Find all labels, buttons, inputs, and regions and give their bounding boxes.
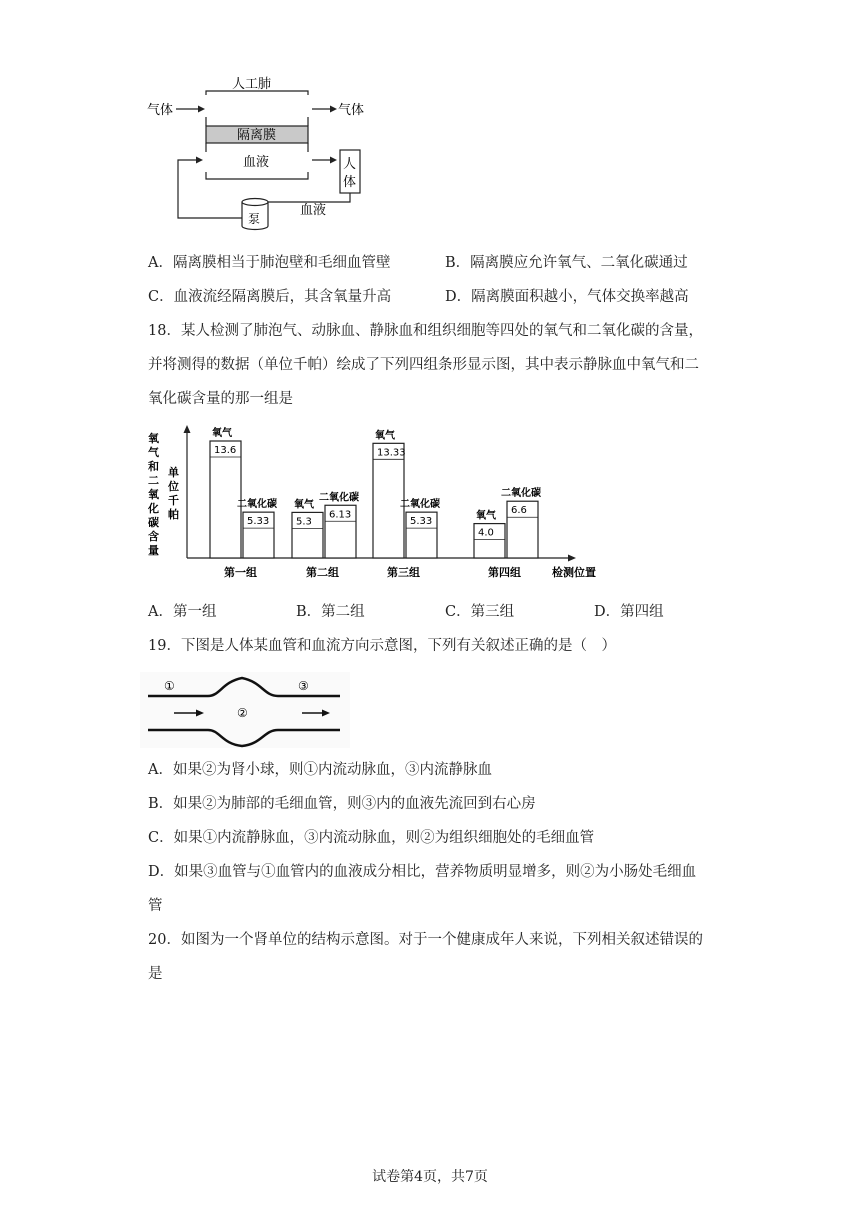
y-axis-label-char: 氧 xyxy=(148,432,159,445)
bar-value-label: 13.6 xyxy=(214,445,237,456)
chart-svg xyxy=(140,420,620,585)
y-axis-label-char: 气 xyxy=(148,446,159,459)
lung-title-label: 人工肺 xyxy=(232,77,272,92)
q18-stem-line1: 18．某人检测了肺泡气、动脉血、静脉血和组织细胞等四处的氧气和二氧化碳的含量， xyxy=(148,323,703,339)
bar-series-label: 二氧化碳 xyxy=(237,499,277,511)
vessel-label-2: ② xyxy=(237,706,248,720)
unit-label-char: 帕 xyxy=(168,508,179,521)
q17-option-d: D．隔离膜面积越小，气体交换率越高 xyxy=(445,289,689,305)
bar-value-label: 6.13 xyxy=(329,509,352,521)
body-label-2: 体 xyxy=(343,175,357,190)
x-axis-label: 检测位置 xyxy=(552,566,596,579)
q19-option-c: C．如果①内流静脉血，③内流动脉血，则②为组织细胞处的毛细血管 xyxy=(148,830,595,846)
q18-stem-line2: 并将测得的数据（单位千帕）绘成了下列四组条形显示图，其中表示静脉血中氧气和二 xyxy=(148,357,699,373)
bar-value-label: 13.33 xyxy=(377,447,406,459)
bar-value-label: 6.6 xyxy=(511,505,527,517)
q17-option-a: A．隔离膜相当于肺泡壁和毛细血管壁 xyxy=(148,255,391,271)
artificial-lung-diagram xyxy=(140,72,380,237)
q18-option-a: A．第一组 xyxy=(148,604,217,620)
bar-series-label: 氧气 xyxy=(212,428,232,439)
gas-out-label: 气体 xyxy=(338,103,365,118)
pump-label: 泵 xyxy=(248,212,261,226)
blood-channel-label: 血液 xyxy=(243,155,270,170)
q20-stem-line2: 是 xyxy=(148,966,163,982)
gas-in-label: 气体 xyxy=(147,103,174,118)
y-axis-label-char: 含 xyxy=(148,530,159,543)
y-axis-label-char: 和 xyxy=(148,460,159,473)
bar-value-label: 5.3 xyxy=(296,516,312,528)
bar-series-label: 氧气 xyxy=(294,499,314,511)
q18-option-b: B．第二组 xyxy=(296,604,365,620)
bar-series-label: 二氧化碳 xyxy=(319,492,359,504)
q19-option-b: B．如果②为肺部的毛细血管，则③内的血液先流回到右心房 xyxy=(148,796,536,812)
y-axis-label-char: 碳 xyxy=(148,516,159,529)
unit-label-char: 千 xyxy=(168,494,179,507)
return-blood-label: 血液 xyxy=(300,203,327,218)
vessel-diagram xyxy=(140,672,350,748)
membrane-label: 隔离膜 xyxy=(237,128,277,143)
q20-stem-line1: 20．如图为一个肾单位的结构示意图。对于一个健康成年人来说，下列相关叙述错误的 xyxy=(148,932,703,948)
y-axis-label-char: 氧 xyxy=(148,488,159,501)
page-footer: 试卷第4页，共7页 xyxy=(372,1169,488,1185)
vessel-label-1: ① xyxy=(164,679,175,693)
y-axis-label-char: 化 xyxy=(148,502,159,515)
y-axis-label-char: 二 xyxy=(148,474,159,487)
category-label: 第二组 xyxy=(306,566,339,579)
gas-content-bar-chart xyxy=(140,420,620,585)
bars xyxy=(210,426,541,579)
category-label: 第四组 xyxy=(488,566,521,579)
vessel-label-3: ③ xyxy=(298,679,309,693)
category-label: 第三组 xyxy=(387,566,420,579)
y-axis-label xyxy=(147,431,160,557)
body-label-1: 人 xyxy=(343,157,357,172)
q19-option-d-line1: D．如果③血管与①血管内的血液成分相比，营养物质明显增多，则②为小肠处毛细血 xyxy=(148,864,697,880)
unit-label-char: 位 xyxy=(168,480,179,493)
bar-value-label: 5.33 xyxy=(410,516,433,528)
bar-series-label: 氧气 xyxy=(476,510,496,522)
q18-option-d: D．第四组 xyxy=(594,604,664,620)
category-label: 第一组 xyxy=(224,566,257,579)
q17-option-b: B．隔离膜应允许氧气、二氧化碳通过 xyxy=(445,255,688,271)
x-axis-arrow xyxy=(568,555,576,562)
q19-option-d-line2: 管 xyxy=(148,898,163,914)
y-axis-label-char: 量 xyxy=(148,544,159,557)
bar-value-label: 4.0 xyxy=(478,527,494,539)
artificial-lung-svg xyxy=(140,72,380,237)
q18-stem-line3: 氧化碳含量的那一组是 xyxy=(148,391,293,407)
vessel-svg xyxy=(140,672,350,748)
q18-option-c: C．第三组 xyxy=(445,604,515,620)
bar-series-label: 二氧化碳 xyxy=(501,488,541,500)
q17-option-c: C．血液流经隔离膜后，其含氧量升高 xyxy=(148,289,392,305)
q19-stem: 19．下图是人体某血管和血流方向示意图，下列有关叙述正确的是（ ） xyxy=(148,638,616,654)
q19-option-a: A．如果②为肾小球，则①内流动脉血，③内流静脉血 xyxy=(148,762,492,778)
bar-series-label: 二氧化碳 xyxy=(400,499,440,511)
unit-label-char: 单 xyxy=(168,466,179,479)
unit-label xyxy=(167,465,179,521)
bar-series-label: 氧气 xyxy=(375,430,395,442)
y-axis-arrow xyxy=(184,425,191,433)
bar-value-label: 5.33 xyxy=(247,516,270,528)
